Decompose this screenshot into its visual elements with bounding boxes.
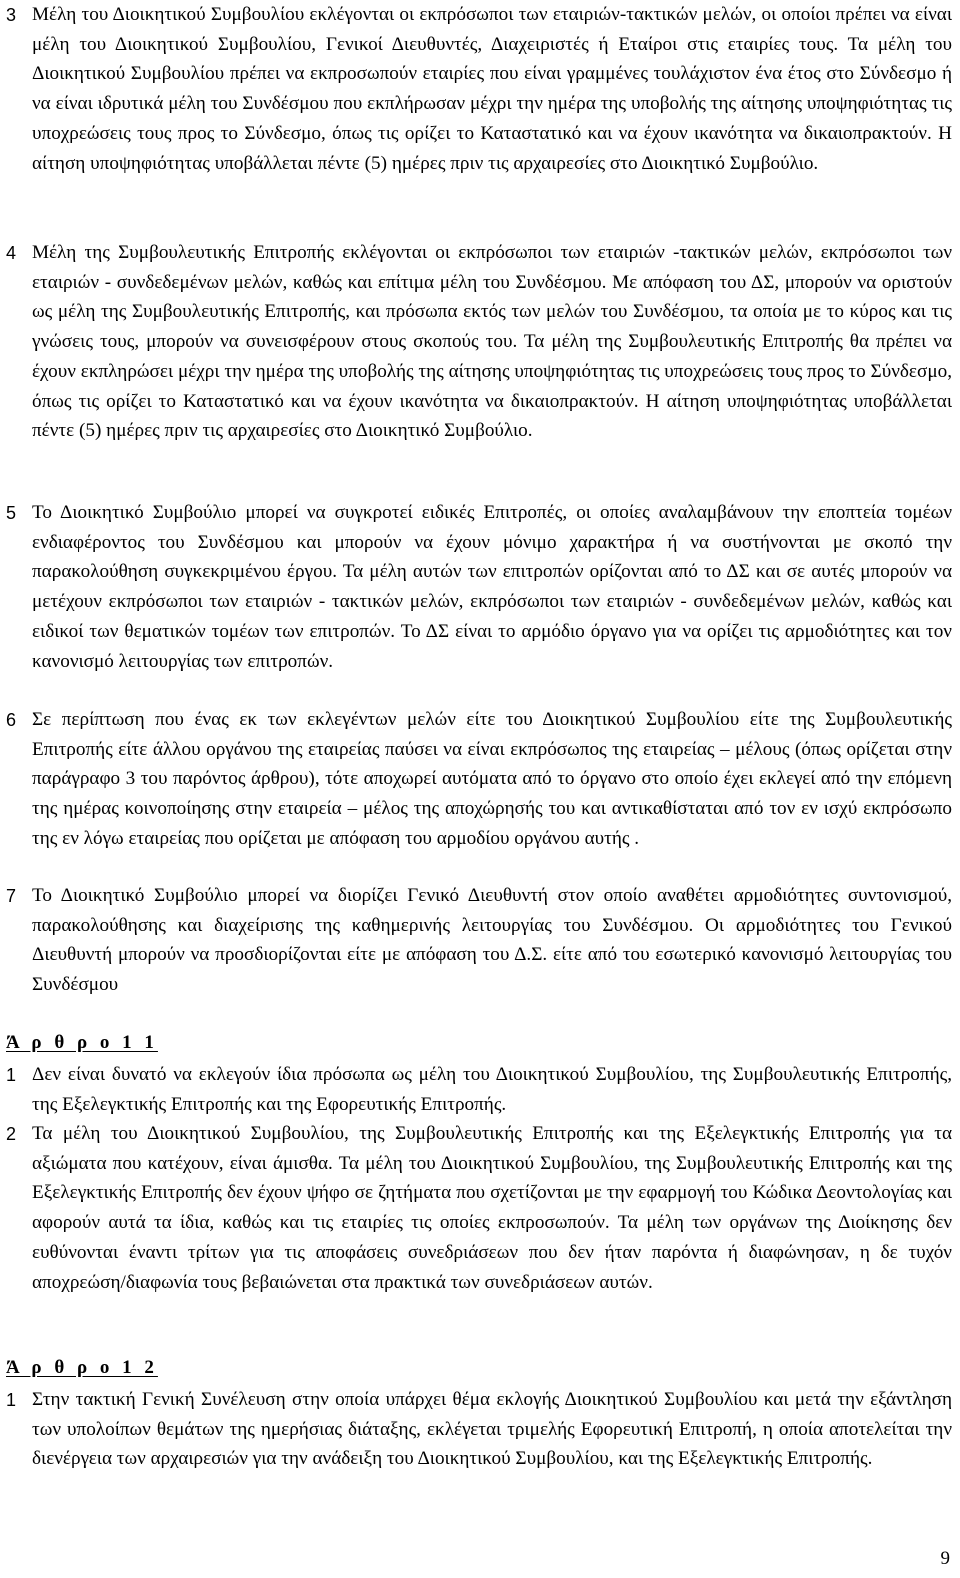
list-item — [6, 1119, 952, 1297]
item-text: Μέλη του Διοικητικού Συμβουλίου εκλέγονται οι εκπρόσωποι των εταιριών-τακτικών μελών, οι οποίοι πρέπει να είναι μέλη του Διοικητικού Συμβουλίου, Γενικοί Διευθυντές, Διαχειριστές ή Εταίροι στις εταιρίες τους. Τα μέλη του Διοικητικού Συμβουλίου πρέπει να εκπροσωπούν εταιρίες που είναι γραμμένες τουλάχιστον ένα έτος στο Σύνδεσμο ή να είναι ιδρυτικά μέλη του Συνδέσμου που εκπλήρωσαν μέχρι την ημέρα της υποβολής της αίτησης υποψηφιότητας τις υποχρεώσεις τους προς το Σύνδεσμο, όπως τις ορίζει το Καταστατικό και να έχουν ικανότητα να δικαιοπρακτούν. Η αίτηση υποψηφιότητας υποβάλλεται πέντε (5) ημέρες πριν τις αρχαιρεσίες στο Διοικητικό Συμβούλιο. — [32, 4, 952, 174]
item-number: 7 — [6, 886, 17, 906]
list-item — [6, 1385, 952, 1474]
list-item — [6, 498, 952, 676]
list-item — [6, 1060, 952, 1119]
list-item — [6, 705, 952, 854]
item-text: Τα μέλη του Διοικητικού Συμβουλίου, της Συμβουλευτικής Επιτροπής και της Εξελεγκτικής Επιτροπής για τα αξιώματα που κατέχουν, είναι άμισθα. Τα μέλη του Διοικητικού Συμβουλίου, της Συμβουλευτικής Επιτροπής και της Εξελεγκτικής Επιτροπής δεν έχουν ψήφο σε ζητήματα που σχετίζονται με την εφαρμογή του Κώδικα Δεοντολογίας και αφορούν αυτά τα ίδια, καθώς και τις εταιρίες τις οποίες εκπροσωπούν. Τα μέλη των οργάνων της Διοίκησης δεν ευθύνονται έναντι τρίτων για τις αποφάσεις συνεδριάσεων που δεν ήταν παρόντα ή διαφώνησαν, η δε τυχόν αποχρεώση/διαφωνία τους βεβαιώνεται στα πρακτικά των συνεδριάσεων αυτών. — [32, 1123, 952, 1293]
item-text: Το Διοικητικό Συμβούλιο μπορεί να συγκροτεί ειδικές Επιτροπές, οι οποίες αναλαμβάνουν την εποπτεία τομέων ενδιαφέροντος του Συνδέσμου και μπορούν να έχουν μόνιμο χαρακτήρα ή να συστήνονται με σκοπό την παρακολούθηση συγκεκριμένου έργου. Τα μέλη αυτών των επιτροπών ορίζονται από το ΔΣ και σε αυτές μπορούν να μετέχουν εκπρόσωποι των εταιριών - τακτικών μελών, εκπρόσωποι των εταιριών - συνδεδεμένων μελών, καθώς και ειδικοί των θεματικών τομέων των επιτροπών. Το ΔΣ είναι το αρμόδιο όργανο για να ορίζει τις αρμοδιότητες και τον κανονισμό λειτουργίας των επιτροπών. — [32, 502, 952, 672]
page-number: 9 — [940, 1548, 950, 1569]
list-item — [6, 881, 952, 1000]
item-number: 1 — [6, 1065, 17, 1085]
item-number: 2 — [6, 1124, 17, 1144]
item-number: 4 — [6, 243, 17, 263]
item-number: 1 — [6, 1390, 17, 1410]
item-text: Μέλη της Συμβουλευτικής Επιτροπής εκλέγονται οι εκπρόσωποι των εταιριών -τακτικών μελών, εκπρόσωποι των εταιριών - συνδεδεμένων μελών, καθώς και επίτιμα μέλη του Συνδέσμου. Με απόφαση του ΔΣ, μπορούν να οριστούν ως μέλη της Συμβουλευτικής Επιτροπής, και πρόσωπα εκτός των μελών του Συνδέσμου, τα οποία με το κύρος και τις γνώσεις τους, μπορούν να συνεισφέρουν στους σκοπούς του. Τα μέλη της Συμβουλευτικής Επιτροπής θα πρέπει να έχουν εκπληρώσει μέχρι την ημέρα της υποβολής της αίτησης υποψηφιότητας τις υποχρεώσεις τους προς το Σύνδεσμο, όπως τις ορίζει το Καταστατικό και να έχουν ικανότητα να δικαιοπρακτούν. Η αίτηση υποψηφιότητας υποβάλλεται πέντε (5) ημέρες πριν τις αρχαιρεσίες στο Διοικητικό Συμβούλιο. — [32, 242, 952, 442]
item-text: Δεν είναι δυνατό να εκλεγούν ίδια πρόσωπα ως μέλη του Διοικητικού Συμβουλίου, της Συμβουλευτικής Επιτροπής, της Εξελεγκτικής Επιτροπής και της Εφορευτικής Επιτροπής. — [32, 1064, 952, 1115]
item-number: 6 — [6, 710, 17, 730]
item-number: 5 — [6, 503, 17, 523]
item-number: 3 — [6, 5, 17, 25]
article-12-heading: Ά ρ θ ρ ο 1 2 — [6, 1357, 158, 1378]
item-text: Στην τακτική Γενική Συνέλευση στην οποία υπάρχει θέμα εκλογής Διοικητικού Συμβουλίου και μετά την εξάντληση των υπολοίπων θεμάτων της ημερήσιας διάταξης, εκλέγεται τριμελής Εφορευτική Επιτροπή, η οποία αποτελείται την διενέργεια των αρχαιρεσιών για την ανάδειξη του Διοικητικού Συμβουλίου, και της Εξελεγκτικής Επιτροπής. — [32, 1389, 952, 1470]
list-item — [6, 0, 952, 178]
list-item — [6, 238, 952, 446]
article-11-heading: Ά ρ θ ρ ο 1 1 — [6, 1032, 158, 1053]
item-text: Σε περίπτωση που ένας εκ των εκλεγέντων μελών είτε του Διοικητικού Συμβουλίου είτε της Συμβουλευτικής Επιτροπής είτε άλλου οργάνου της εταιρείας παύσει να είναι εκπρόσωπος της εταιρείας – μέλους (όπως ορίζεται στην παράγραφο 3 του παρόντος άρθρου), τότε αποχωρεί αυτόματα από το όργανο στο οποίο έχει εκλεγεί από την επόμενη της ημέρας κοινοποίησης στην εταιρεία – μέλος της αποχώρησής του και αντικαθίσταται από τον εν ισχύ εκπρόσωπο της εν λόγω εταιρείας που ορίζεται με απόφαση του αρμοδίου οργάνου αυτής . — [32, 709, 952, 849]
item-text: Το Διοικητικό Συμβούλιο μπορεί να διορίζει Γενικό Διευθυντή στον οποίο αναθέτει αρμοδιότητες συντονισμού, παρακολούθησης και διαχείρισης της καθημερινής λειτουργίας του Συνδέσμου. Οι αρμοδιότητες του Γενικού Διευθυντή μπορούν να προσδιορίζονται είτε με απόφαση του Δ.Σ. είτε από του εσωτερικό κανονισμό λειτουργίας του Συνδέσμου — [32, 885, 952, 996]
